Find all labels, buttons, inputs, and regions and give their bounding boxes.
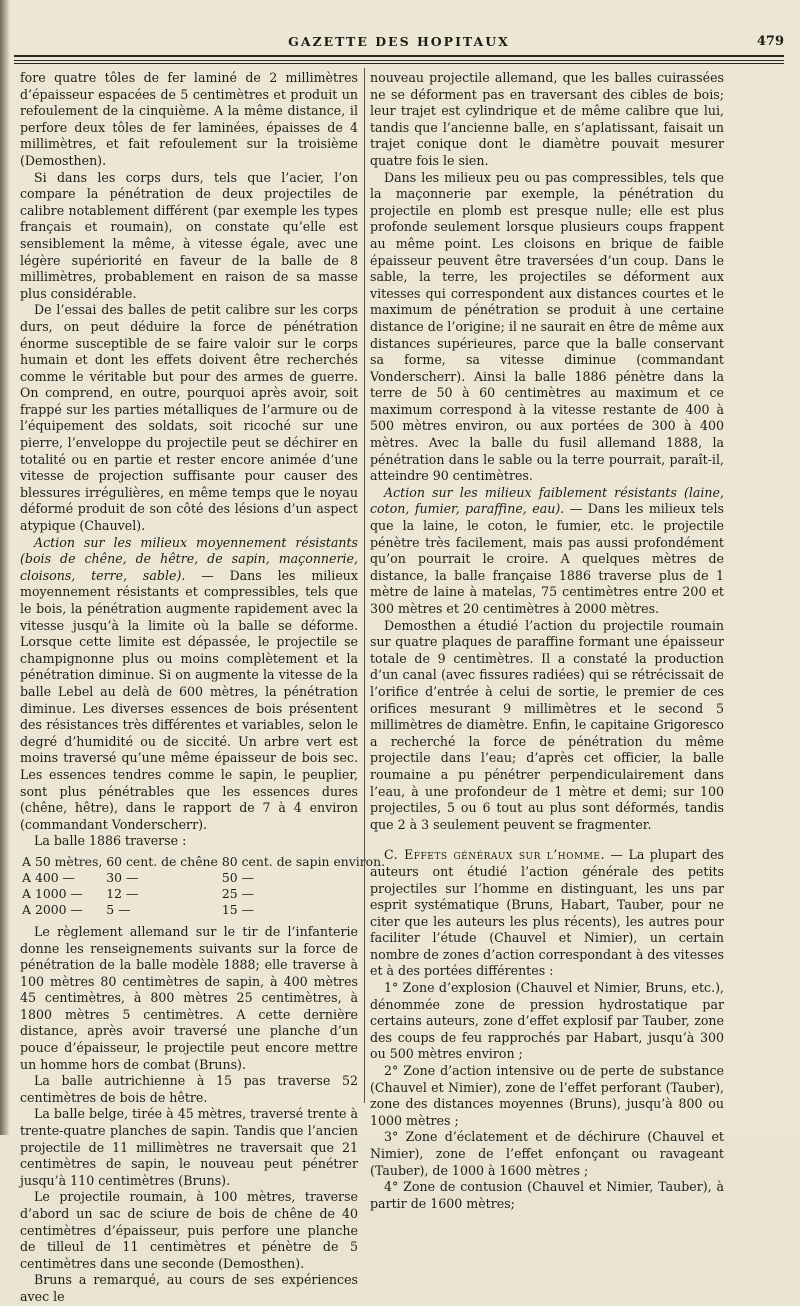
table-row — [20, 870, 387, 886]
section-c-paragraph — [370, 847, 724, 980]
page-number: 479 — [756, 34, 784, 49]
table-cell: A — [22, 853, 31, 869]
paragraph: La balle autrichienne à 15 pas traverse 52 centimètres de bois de hêtre. — [20, 1073, 358, 1105]
table-cell: 2000 — — [34, 901, 83, 917]
paragraph: De l’essai des balles de petit calibre sur les corps durs, on peut déduire la force de pénétration énorme susceptible de se faire valoir sur le corps humain et dont les effets doivent être recherchés comme le véritable but pour des armes de guerre. On comprend, en outre, pourquoi après avoir, soit frappé sur les parties métalliques de l’armure ou de l’équipement des soldats, soit ricoché sur une pierre, l’enveloppe du projectile peut se déchirer en totalité ou en partie et rester encore animée d’une vitesse de projection suffisante pour causer des blessures irrégulières, en même temps que le noyau déformé produit de son côté des lésions d’un aspect atypique (Chauvel). — [20, 302, 358, 534]
section-paragraph — [20, 535, 358, 834]
list-item: 1° Zone d’explosion (Chauvel et Nimier, Bruns, etc.), dénommée zone de pression hydrostatique par certains auteurs, zone d’effet explosif par Tauber, zone des coups de feu rapprochés par Habart, jusqu’à 300 ou 500 mètres environ ; — [370, 980, 724, 1062]
table-row — [20, 902, 387, 918]
paragraph: La balle belge, tirée à 45 mètres, traversé trente à trente-quatre planches de sapin. Tandis que l’ancien projectile de 11 millimètres ne traversait que 21 centimètres de sapin, le nouveau peut pénétrer jusqu’à 110 centimètres (Bruns). — [20, 1106, 358, 1188]
header-rule — [14, 55, 784, 57]
paragraph: Bruns a remarqué, au cours de ses expériences avec le — [20, 1272, 358, 1304]
penetration-table — [20, 854, 387, 918]
column-divider — [364, 68, 365, 1103]
section-paragraph — [370, 485, 724, 618]
paragraph: fore quatre tôles de fer laminé de 2 millimètres d’épaisseur espacées de 5 centimètres et produit un refoulement de la cinquième. A la même distance, il perfore deux tôles de fer laminées, épaisses de 4 millimètres, et fait refoulement sur la troisième (Demosthen). — [20, 70, 358, 168]
paragraph: Dans les milieux peu ou pas compressibles, tels que la maçonnerie par exemple, la pénétration du projectile en plomb est presque nulle; elle est plus profonde seulement lorsque plusieurs coups frappent au même point. Les cloisons en brique de faible épaisseur peuvent être traversées d’un coup. Dans le sable, la terre, les projectiles se déforment aux vitesses qui correspondent aux distances courtes et le maximum de pénétration se produit à une certaine distance de l’origine; il ne saurait en être de même aux distances supérieures, parce que la balle conservant sa forme, sa vitesse diminue (commandant Vonderscherr). Ainsi la balle 1886 pénètre dans la terre de 50 à 60 centimètres au maximum et ce maximum correspond à la vitesse restante de 400 à 500 mètres environ, ou aux portées de 300 à 400 mètres. Avec la balle du fusil allemand 1888, la pénétration dans le sable ou la terre pourrait, paraît-il, atteindre 90 centimètres. — [370, 169, 724, 484]
table-row — [20, 854, 387, 870]
table-cell: 50 mètres, — [34, 853, 103, 869]
paragraph: Si dans les corps durs, tels que l’acier, l’on compare la pénétration de deux projectiles de calibre notablement différent (par exemple les types français et roumain), on constate qu’elle est sensiblement la même, à vitesse égale, avec une légère supériorité en faveur de la balle de 8 millimètres, probablement en raison de sa masse plus considérable. — [20, 169, 358, 301]
right-column — [370, 70, 724, 1212]
page-header — [14, 34, 784, 50]
table-cell: 15 — — [221, 901, 254, 917]
left-column — [20, 70, 386, 1306]
header-rule — [14, 63, 784, 64]
paragraph: Le projectile roumain, à 100 mètres, traverse d’abord un sac de sciure de bois de chêne de 40 centimètres d’épaisseur, puis perfore une planche de tilleul de 11 centimètres et pénètre de 5 centimètres dans une seconde (Demosthen). — [20, 1189, 358, 1271]
table-cell: 400 — — [34, 869, 75, 885]
table-cell: 30 — — [106, 869, 139, 885]
section-text: — Dans les milieux tels que la laine, le coton, le fumier, etc. le projectile pénètre très facilement, mais pas aussi profondément qu’on pourrait le croire. A quelques mètres de distance, la balle française 1886 traverse plus de 1 mètre de laine à matelas, 75 centimètres entre 200 et 300 mètres et 20 centimètres à 2000 mètres. — [370, 501, 725, 616]
list-item: 4° Zone de contusion (Chauvel et Nimier, Tauber), à partir de 1600 mètres; — [370, 1179, 724, 1211]
table-cell: 60 cent. de chêne — [106, 853, 218, 869]
section-text: — Dans les milieux moyennement résistants et compressibles, tels que le bois, la pénétration augmente rapidement avec la vitesse jusqu’à la limite où la balle se déforme. Lorsque cette limite est dépassée, le projectile se champignonne plus ou moins complètement et la pénétration diminue. Si on augmente la vitesse de la balle Lebel au delà de 600 mètres, la pénétration diminue. Les diverses essences de bois présentent des résistances très différentes et variables, selon le degré d’humidité ou de siccité. Un arbre vert est moins traversé qu’une même épaisseur de bois sec. Les essences tendres comme le sapin, le peuplier, sont plus pénétrables que les essences dures (chêne, hêtre), dans le rapport de 7 à 4 environ (commandant Vonderscherr). — [20, 567, 359, 832]
section-heading: Action sur les milieux faiblement résistants (laine, coton, fumier, paraffine, eau). — [370, 484, 724, 517]
table-cell: 1000 — — [34, 885, 83, 901]
section-text: — La plupart des auteurs ont étudié l’action générale des petits projectiles sur l’homme en distinguant, les uns par esprit systématique (Bruns, Habart, Tauber, pour ne citer que les auteurs les plus récents), les autres pour faciliter l’étude (Chauvel et Nimier), un certain nombre de zones d’action correspondant à des vitesses et à des portées différentes : — [370, 847, 724, 979]
table-cell: A — [22, 901, 31, 917]
table-cell: 12 — — [106, 885, 139, 901]
section-heading: C. Effets généraux sur l’homme. — [384, 847, 606, 863]
table-cell: A — [22, 869, 31, 885]
table-cell: 5 — — [106, 901, 131, 917]
paragraph: nouveau projectile allemand, que les balles cuirassées ne se déforment pas en traversant des cibles de bois; leur trajet est cylindrique et de même calibre que lui, tandis que l’ancienne balle, en s’aplatissant, faisait un trajet conique dont le diamètre pouvait mesurer quatre fois le sien. — [370, 70, 724, 168]
paragraph: Demosthen a étudié l’action du projectile roumain sur quatre plaques de paraffine formant une épaisseur totale de 9 centimètres. Il a constaté la production d’un canal (avec fissures radiées) qui se rétrécissait de l’orifice d’entrée à celui de sortie, le premier de ces orifices mesurant 9 millimètres et le second 5 millimètres de diamètre. Enfin, le capitaine Grigoresco a recherché la force de pénétration du même projectile dans l’eau; d’après cet officier, la balle roumaine a pu pénétrer perpendiculairement dans l’eau, à une profondeur de 1 mètre et demi; sur 100 projectiles, 5 ou 6 tout au plus sont déformés, tandis que 2 à 3 seulement peuvent se fragmenter. — [370, 617, 724, 832]
table-cell: 50 — — [221, 869, 254, 885]
header-rule — [14, 60, 784, 61]
paragraph: Le règlement allemand sur le tir de l’infanterie donne les renseignements suivants sur la force de pénétration de la balle modèle 1888; elle traverse à 100 mètres 80 centimètres de sapin, à 400 mètres 45 centimètres, à 800 mètres 25 centimètres, à 1800 mètres 5 centimètres. A cette dernière distance, après avoir traversé une planche d’un pouce d’épaisseur, le projectile peut encore mettre un homme hors de combat (Bruns). — [20, 923, 358, 1072]
table-cell: 80 cent. de sapin environ. — [221, 853, 386, 869]
section-heading: Action sur les milieux moyennement résistants (bois de chêne, de hêtre, de sapin, maçonnerie, cloisons, terre, sable). — [20, 534, 358, 583]
list-item: 2° Zone d’action intensive ou de perte de substance (Chauvel et Nimier), zone de l’effet perforant (Tauber), zone des distances moyennes (Bruns), jusqu’à 800 ou 1000 mètres ; — [370, 1063, 724, 1128]
running-title: GAZETTE DES HOPITAUX — [288, 34, 510, 49]
table-row — [20, 886, 387, 902]
table-cell: A — [22, 885, 31, 901]
page-binding-shadow — [0, 0, 10, 1135]
table-intro: La balle 1886 traverse : — [34, 833, 187, 849]
section-spacer — [370, 833, 724, 847]
table-cell: 25 — — [221, 885, 254, 901]
list-item: 3° Zone d’éclatement et de déchirure (Chauvel et Nimier), zone de l’effet enfonçant ou ravageant (Tauber), de 1000 à 1600 mètres ; — [370, 1129, 724, 1178]
